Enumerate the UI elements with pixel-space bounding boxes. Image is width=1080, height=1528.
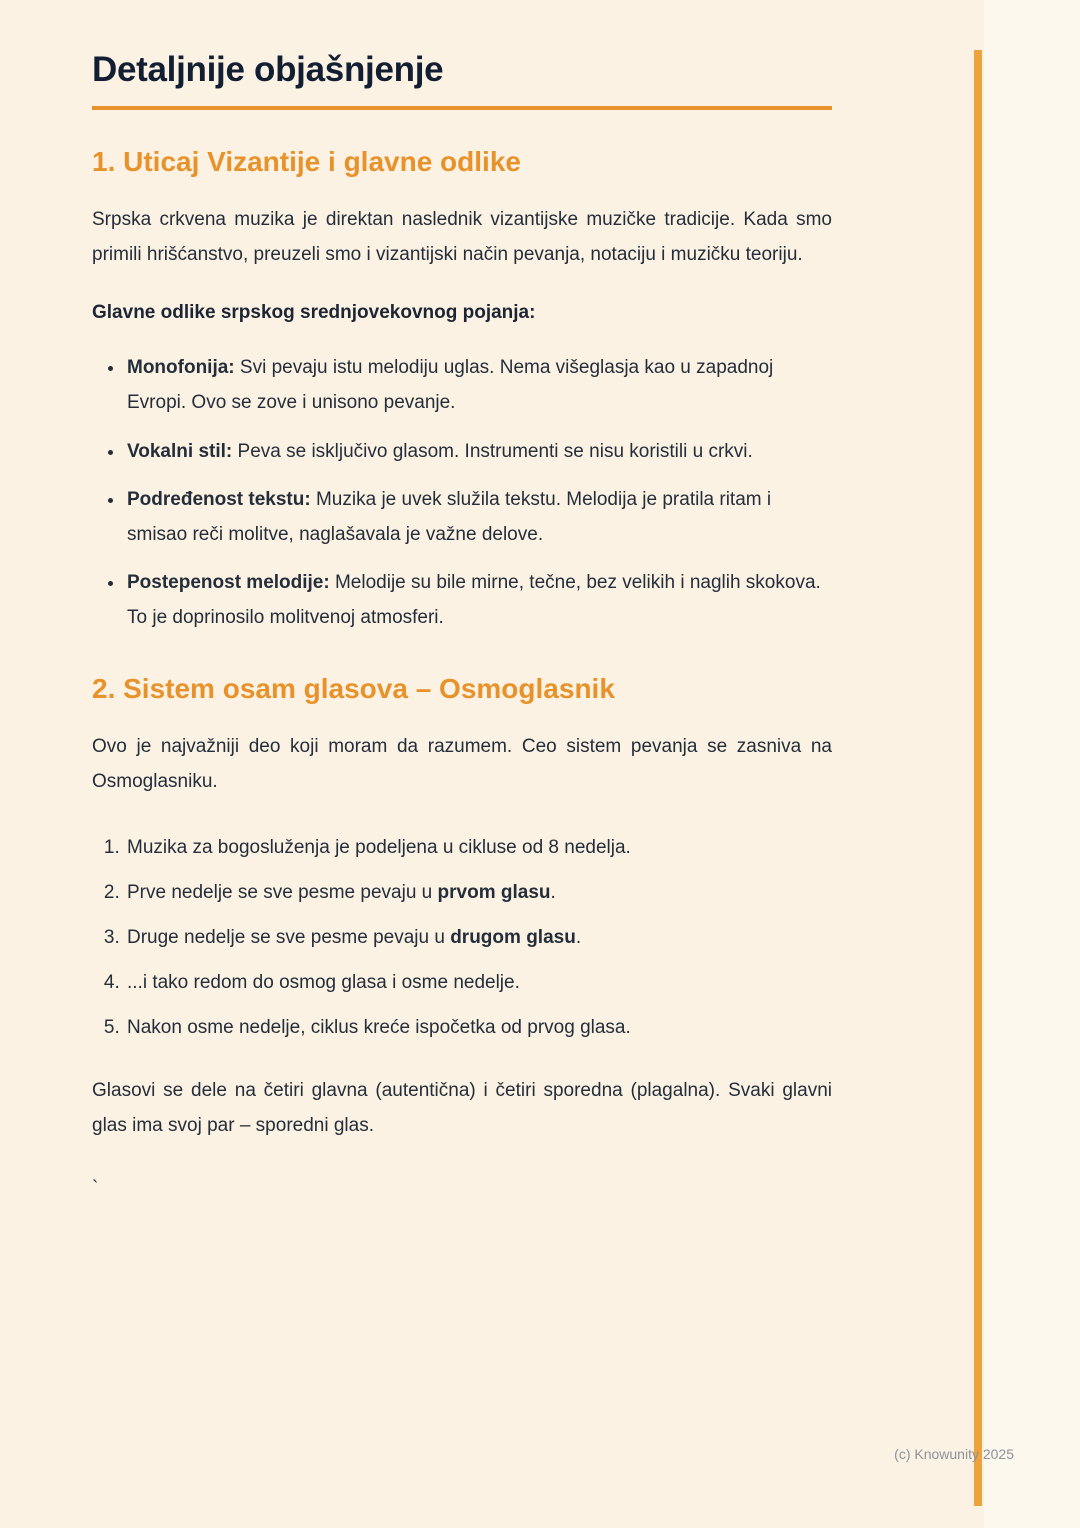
document-content	[92, 50, 832, 1200]
numbered-item-2	[125, 875, 832, 910]
bullet-item-monofonija	[125, 350, 832, 420]
step-bold: prvom glasu	[437, 881, 551, 903]
step-bold: drugom glasu	[450, 926, 576, 948]
bullet-lead: Postepenost melodije:	[127, 571, 330, 593]
step-text: Druge nedelje se sve pesme pevaju u	[127, 926, 451, 948]
section-2-intro-paragraph: Ovo je najvažniji deo koji moram da razumem. Ceo sistem pevanja se zasniva na Osmoglasniku.	[92, 736, 832, 793]
right-accent-bar	[974, 50, 982, 1506]
numbered-item-4	[125, 965, 832, 1000]
step-tail: .	[550, 881, 556, 903]
footer-copyright: (c) Knowunity 2025	[894, 1446, 1014, 1462]
bullet-lead: Monofonija:	[127, 357, 235, 379]
step-text: Prve nedelje se sve pesme pevaju u	[127, 881, 438, 903]
stray-backtick: `	[92, 1177, 99, 1199]
bullet-item-postepenost-melodije	[125, 565, 832, 635]
section-1-subheading: Glavne odlike srpskog srednjovekovnog pojanja:	[92, 302, 536, 324]
osmoglasnik-steps-list	[92, 830, 832, 1046]
section-1-intro-paragraph: Srpska crkvena muzika je direktan naslednik vizantijske muzičke tradicije. Kada smo primili hrišćanstvo, preuzeli smo i vizantijski način pevanja, notaciju i muzičku teoriju.	[92, 209, 832, 266]
section-2-heading: 2. Sistem osam glasova – Osmoglasnik	[92, 673, 615, 705]
section-2-outro-paragraph: Glasovi se dele na četiri glavna (autentična) i četiri sporedna (plagalna). Svaki glavni glas ima svoj par – sporedni glas.	[92, 1080, 832, 1137]
right-margin-column	[984, 0, 1080, 1528]
step-text: ...i tako redom do osmog glasa i osme nedelje.	[127, 971, 520, 993]
features-bullet-list	[92, 350, 832, 635]
step-tail: .	[575, 926, 582, 948]
bullet-text: Svi pevaju istu melodiju uglas. Nema višeglasja kao u zapadnoj Evropi. Ovo se zove i unisono pevanje.	[127, 357, 774, 414]
bullet-item-vokalni-stil	[125, 434, 832, 469]
page-title: Detaljnije objašnjenje	[92, 50, 444, 89]
bullet-text: Melodije su bile mirne, tečne, bez velikih i naglih skokova. To je doprinosilo molitvenoj atmosferi.	[127, 571, 821, 629]
bullet-item-podredjenost-tekstu	[125, 482, 832, 552]
bullet-text: Muzika je uvek služila tekstu. Melodija je pratila ritam i smisao reči molitve, naglašavala je važne delove.	[127, 488, 772, 545]
bullet-text: Peva se isključivo glasom. Instrumenti se nisu koristili u crkvi.	[237, 440, 753, 462]
step-text: Muzika za bogosluženja je podeljena u cikluse od 8 nedelja.	[127, 836, 631, 858]
bullet-lead: Vokalni stil:	[127, 440, 233, 462]
numbered-item-5	[125, 1010, 832, 1045]
step-text: Nakon osme nedelje, ciklus kreće ispočetka od prvog glasa.	[127, 1017, 631, 1039]
bullet-lead: Podređenost tekstu:	[127, 488, 311, 510]
title-underline-rule	[92, 106, 832, 110]
numbered-item-3	[125, 920, 832, 955]
section-1-heading: 1. Uticaj Vizantije i glavne odlike	[92, 146, 521, 177]
numbered-item-1	[125, 830, 832, 865]
